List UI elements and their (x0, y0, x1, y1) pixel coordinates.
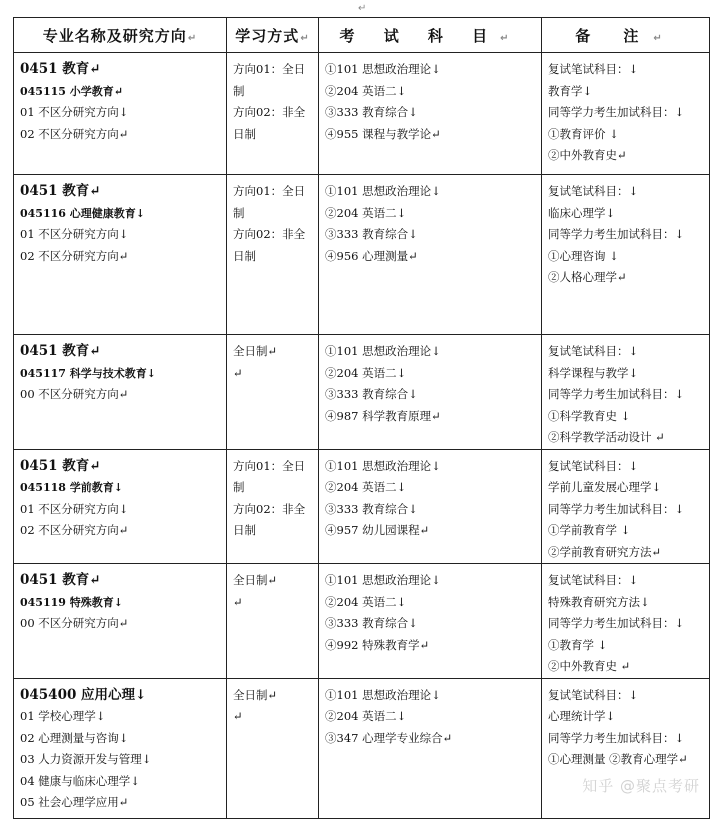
major-cell (14, 335, 227, 450)
table-row (14, 678, 710, 818)
notes-cell (542, 53, 710, 175)
notes-line: ①科学教育史 ↓ (548, 408, 631, 423)
major-line: 02 不区分研究方向↵ (20, 523, 129, 537)
table-row (14, 335, 710, 450)
watermark: 知乎 @聚点考研 (582, 777, 700, 795)
notes-cell (542, 678, 710, 818)
major-line: 04 健康与临床心理学↓ (20, 773, 140, 788)
study-mode-cell (227, 449, 319, 564)
major-line: 05 社会心理学应用↵ (20, 795, 129, 809)
header-notes: 备 注↵ (542, 18, 710, 53)
major-cell (14, 175, 227, 335)
study-mode-line: ↵ (233, 709, 243, 723)
notes-line: 复试笔试科目：↓ (548, 184, 639, 198)
notes-line: 同等学力考生加试科目：↓ (548, 227, 685, 241)
exam-subjects-line: ③333 教育综合↓ (325, 501, 418, 516)
header-row (14, 18, 710, 53)
study-mode-line: 全日制↵ (233, 573, 278, 587)
study-mode-line: 全日制↵ (233, 344, 278, 358)
notes-line: 心理统计学↓ (548, 709, 616, 723)
exam-subjects-line: ②204 英语二↓ (325, 594, 407, 609)
notes-line: 复试笔试科目：↓ (548, 687, 639, 702)
study-mode-line: 方向02：非全日制 (233, 105, 306, 141)
exam-subjects-line: ③333 教育综合↓ (325, 227, 418, 241)
exam-subjects-line: ①101 思想政治理论↓ (325, 458, 441, 473)
major-line: 045116 心理健康教育↓ (20, 206, 145, 220)
exam-subjects-line: ④957 幼儿园课程↵ (325, 523, 430, 537)
exam-subjects-line: ①101 思想政治理论↓ (325, 687, 441, 702)
major-line: 0451 教育↵ (20, 343, 101, 359)
study-mode-cell (227, 678, 319, 818)
exam-subjects-line: ④987 科学教育原理↵ (325, 408, 441, 423)
header-major: 专业名称及研究方向↵ (14, 18, 227, 53)
major-line: 0451 教育↵ (20, 183, 101, 199)
exam-subjects-line: ②204 英语二↓ (325, 365, 407, 380)
major-cell (14, 564, 227, 679)
notes-line: ②人格心理学↵ (548, 270, 627, 284)
table-row (14, 175, 710, 335)
notes-line: ②中外教育史↵ (548, 148, 627, 162)
major-line: 045118 学前教育↓ (20, 481, 123, 494)
major-line: 03 人力资源开发与管理↓ (20, 752, 152, 766)
study-mode-line: 方向01：全日制 (233, 62, 306, 98)
notes-cell (542, 564, 710, 679)
major-line: 045119 特殊教育↓ (20, 595, 123, 609)
major-line: 0451 教育↵ (20, 61, 101, 77)
exam-subjects-cell (319, 678, 542, 818)
exam-subjects-line: ④992 特殊教育学↵ (325, 637, 430, 652)
major-cell (14, 53, 227, 175)
notes-line: 同等学力考生加试科目：↓ (548, 387, 685, 401)
notes-line: 特殊教育研究方法↓ (548, 594, 650, 609)
header-exam-subjects: 考 试 科 目↵ (319, 18, 542, 53)
study-mode-line: ↵ (233, 594, 243, 609)
notes-line: ②学前教育研究方法↵ (548, 544, 662, 559)
exam-subjects-cell (319, 175, 542, 335)
exam-subjects-line: ①101 思想政治理论↓ (325, 344, 441, 358)
study-mode-line: ↵ (233, 365, 243, 380)
notes-cell (542, 175, 710, 335)
exam-subjects-line: ③333 教育综合↓ (325, 387, 418, 401)
notes-line: 临床心理学↓ (548, 205, 616, 220)
notes-line: ①教育学 ↓ (548, 637, 608, 652)
major-line: 00 不区分研究方向↵ (20, 387, 129, 401)
study-mode-cell (227, 175, 319, 335)
major-line: 01 不区分研究方向↓ (20, 501, 129, 516)
notes-line: 同等学力考生加试科目：↓ (548, 616, 685, 630)
admission-table (13, 17, 710, 819)
exam-subjects-line: ④955 课程与教学论↵ (325, 126, 441, 141)
major-line: 02 不区分研究方向↵ (20, 248, 129, 263)
exam-subjects-cell (319, 53, 542, 175)
major-line: 01 学校心理学↓ (20, 709, 106, 723)
notes-line: 复试笔试科目：↓ (548, 62, 639, 76)
major-line: 045115 小学教育↵ (20, 84, 123, 98)
major-line: 0451 教育↵ (20, 457, 101, 474)
major-line: 045117 科学与技术教育↓ (20, 366, 156, 380)
exam-subjects-line: ②204 英语二↓ (325, 709, 407, 723)
exam-subjects-cell (319, 564, 542, 679)
exam-subjects-line: ①101 思想政治理论↓ (325, 573, 441, 587)
notes-line: 复试笔试科目：↓ (548, 344, 639, 358)
notes-line: ①学前教育学 ↓ (548, 523, 631, 537)
notes-line: 教育学↓ (548, 83, 593, 98)
major-line: 0451 教育↵ (20, 572, 101, 588)
exam-subjects-line: ②204 英语二↓ (325, 480, 407, 494)
exam-subjects-line: ①101 思想政治理论↓ (325, 62, 441, 76)
paragraph-mark: ↵ (358, 3, 367, 14)
table-row (14, 449, 710, 564)
study-mode-cell (227, 564, 319, 679)
header-study-mode: 学习方式↵ (227, 18, 319, 53)
notes-cell (542, 335, 710, 450)
major-line: 00 不区分研究方向↵ (20, 616, 129, 630)
study-mode-cell (227, 53, 319, 175)
notes-line: ①心理咨询 ↓ (548, 248, 619, 263)
notes-line: ②科学教学活动设计 ↵ (548, 430, 665, 444)
notes-line: 复试笔试科目：↓ (548, 573, 639, 587)
exam-subjects-line: ②204 英语二↓ (325, 205, 407, 220)
notes-line: 同等学力考生加试科目：↓ (548, 501, 685, 516)
notes-line: 复试笔试科目：↓ (548, 458, 639, 473)
study-mode-cell (227, 335, 319, 450)
exam-subjects-line: ③347 心理学专业综合↵ (325, 730, 453, 745)
notes-line: 科学课程与教学↓ (548, 365, 639, 380)
study-mode-line: 方向02：非全日制 (233, 227, 306, 263)
notes-line: 同等学力考生加试科目：↓ (548, 105, 685, 119)
major-cell (14, 678, 227, 818)
study-mode-line: 全日制↵ (233, 687, 278, 702)
exam-subjects-line: ①101 思想政治理论↓ (325, 184, 441, 198)
notes-line: 同等学力考生加试科目：↓ (548, 730, 685, 745)
exam-subjects-cell (319, 335, 542, 450)
exam-subjects-line: ③333 教育综合↓ (325, 105, 418, 119)
exam-subjects-line: ④956 心理测量↵ (325, 248, 418, 263)
major-line: 045400 应用心理↓ (20, 686, 147, 703)
exam-subjects-cell (319, 449, 542, 564)
table-row (14, 53, 710, 175)
major-line: 01 不区分研究方向↓ (20, 105, 129, 119)
study-mode-line: 方向01：全日制 (233, 458, 306, 494)
notes-line: ②中外教育史 ↵ (548, 659, 631, 673)
exam-subjects-line: ③333 教育综合↓ (325, 616, 418, 630)
notes-line: ①教育评价 ↓ (548, 126, 619, 141)
notes-line: 学前儿童发展心理学↓ (548, 480, 662, 494)
notes-line: ①心理测量 ②教育心理学↵ (548, 752, 688, 766)
major-line: 02 心理测量与咨询↓ (20, 730, 129, 745)
exam-subjects-line: ②204 英语二↓ (325, 83, 407, 98)
study-mode-line: 方向01：全日制 (233, 184, 306, 220)
major-line: 01 不区分研究方向↓ (20, 227, 129, 241)
study-mode-line: 方向02：非全日制 (233, 501, 306, 537)
major-line: 02 不区分研究方向↵ (20, 126, 129, 141)
major-cell (14, 449, 227, 564)
notes-cell (542, 449, 710, 564)
table-row (14, 564, 710, 679)
